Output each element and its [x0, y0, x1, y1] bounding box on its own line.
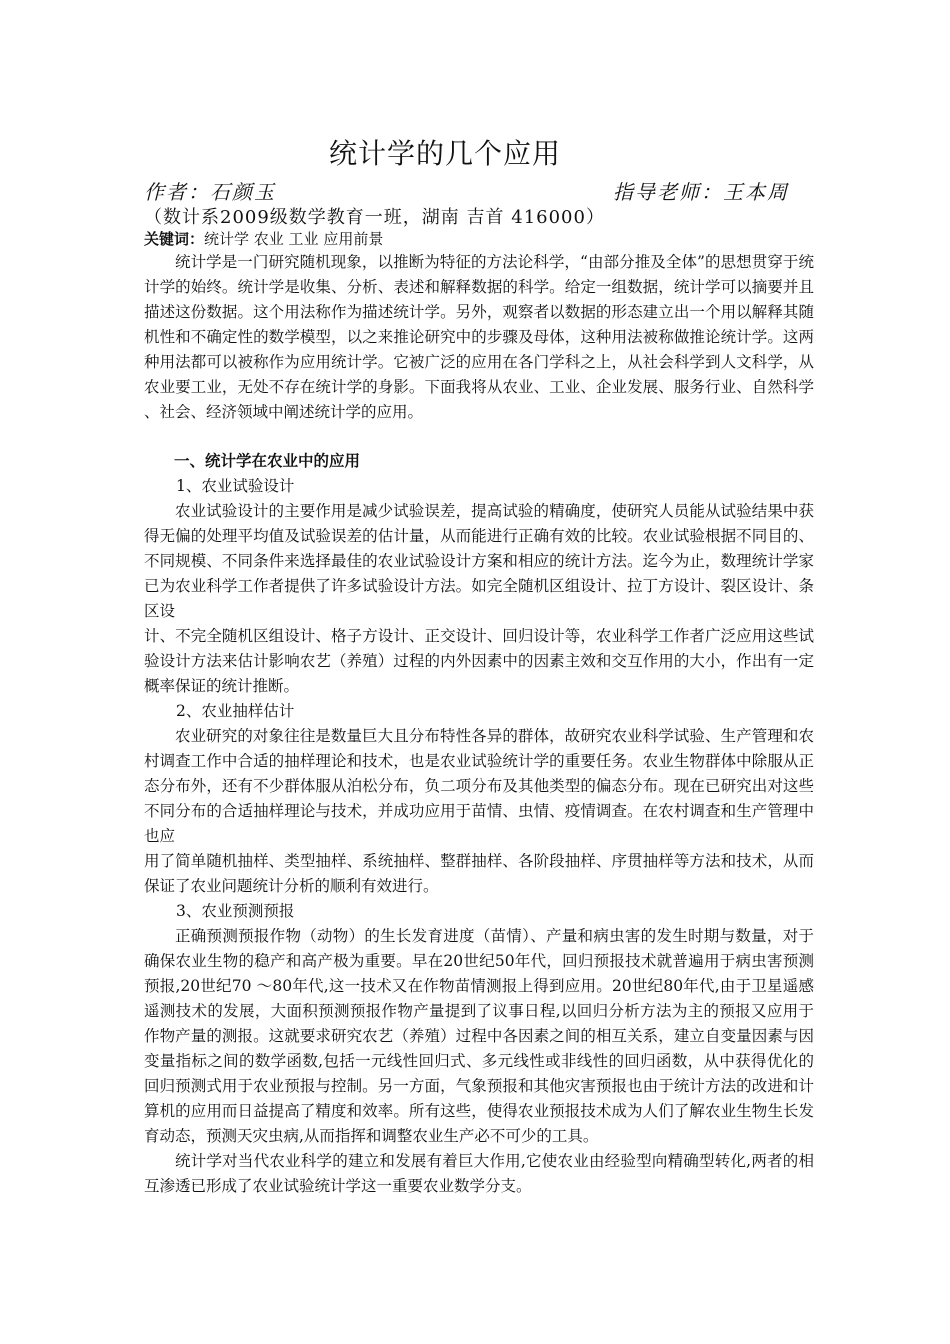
- intro-paragraph: 统计学是一门研究随机现象，以推断为特征的方法论科学，“由部分推及全体”的思想贯穿于统计学的始终。统计学是收集、分析、表述和解释数据的科学。给定一组数据，统计学可以摘要并且描述这份数据。这个用法称作为描述统计学。另外，观察者以数据的形态建立出一个用以解释其随机性和不确定性的数学模型，以之来推论研究中的步骤及母体，这种用法被称做推论统计学。这两种用法都可以被称作为应用统计学。它被广泛的应用在各门学科之上，从社会科学到人文科学，从农业要工业，无处不存在统计学的身影。下面我将从农业、工业、企业发展、服务行业、自然科学 、社会、经济领域中阐述统计学的应用。: [144, 253, 814, 421]
- keywords-line: [144, 228, 383, 249]
- forecasting-paragraph-2: 统计学对当代农业科学的建立和发展有着巨大作用,它使农业由经验型向精确型转化,两者的相互渗透已形成了农业试验统计学这一重要农业数学分支。: [144, 1152, 814, 1195]
- subsection-heading-experiment-design: 1、农业试验设计: [176, 477, 295, 495]
- sampling-paragraph-1: 农业研究的对象往往是数量巨大且分布特性各异的群体，故研究农业科学试验、生产管理和农村调查工作中合适的抽样理论和技术，也是农业试验统计学的重要任务。农业生物群体中除服从正态分布外，还有不少群体服从泊松分布，负二项分布及其他类型的偏态分布。现在已研究出对这些不同分布的合适抽样理论与技术，并成功应用于苗情、虫情、疫情调查。在农村调查和生产管理中也应: [144, 727, 814, 845]
- forecasting-paragraph-1: 正确预测预报作物（动物）的生长发育进度（苗情）、产量和病虫害的发生时期与数量，对于确保农业生物的稳产和高产极为重要。早在20世纪50年代，回归预报技术就普遍用于病虫害预测预报,20世纪70 ～80年代,这一技术又在作物苗情测报上得到应用。20世纪80年代,由于卫星遥感遥测技术的发展，大面积预测预报作物产量提到了议事日程,以回归分析方法为主的预报又应用于作物产量的测报。这就要求研究农艺（养殖）过程中各因素之间的相互关系，建立自变量因素与因变量指标之间的数学函数,包括一元线性回归式、多元线性或非线性的回归函数，从中获得优化的回归预测式用于农业预报与控制。另一方面，气象预报和其他灾害预报也由于统计方法的改进和计算机的应用而日益提高了精度和效率。所有这些，使得农业预报技术成为人们了解农业生物生长发育动态，预测天灾虫病,从而指挥和调整农业生产必不可少的工具。: [144, 927, 814, 1145]
- spacer: [144, 425, 814, 449]
- subsection-heading-forecasting: 3、农业预测预报: [176, 902, 295, 920]
- experiment-design-paragraph-2: 计、不完全随机区组设计、格子方设计、正交设计、回归设计等，农业科学工作者广泛应用这些试验设计方法来估计影响农艺（养殖）过程的内外因素中的因素主效和交互作用的大小，作出有一定概率保证的统计推断。: [144, 627, 814, 695]
- experiment-design-paragraph-1: 农业试验设计的主要作用是减少试验误差，提高试验的精确度，使研究人员能从试验结果中获得无偏的处理平均值及试验误差的估计量，从而能进行正确有效的比较。农业试验根据不同目的、不同规模、不同条件来选择最佳的农业试验设计方案和相应的统计方法。迄今为止，数理统计学家已为农业科学工作者提供了许多试验设计方法。如完全随机区组设计、拉丁方设计、裂区设计、条区设: [144, 502, 814, 620]
- body-text: [144, 250, 814, 1199]
- subsection-heading-sampling: 2、农业抽样估计: [176, 702, 295, 720]
- section-heading-agriculture: 一、统计学在农业中的应用: [174, 452, 361, 470]
- sampling-paragraph-2: 用了简单随机抽样、类型抽样、系统抽样、整群抽样、各阶段抽样、序贯抽样等方法和技术，从而保证了农业问题统计分析的顺利有效进行。: [144, 852, 814, 895]
- author-line: 作者：石颜玉: [144, 180, 276, 204]
- advisor-line: 指导老师：王本周: [613, 180, 789, 204]
- keywords-label: 关键词：: [144, 230, 205, 248]
- paper-title: 统计学的几个应用: [328, 137, 561, 170]
- keywords-value: 统计学 农业 工业 应用前景: [204, 230, 384, 248]
- affiliation-line: （数计系2009级数学教育一班，湖南 吉首 416000）: [144, 207, 605, 228]
